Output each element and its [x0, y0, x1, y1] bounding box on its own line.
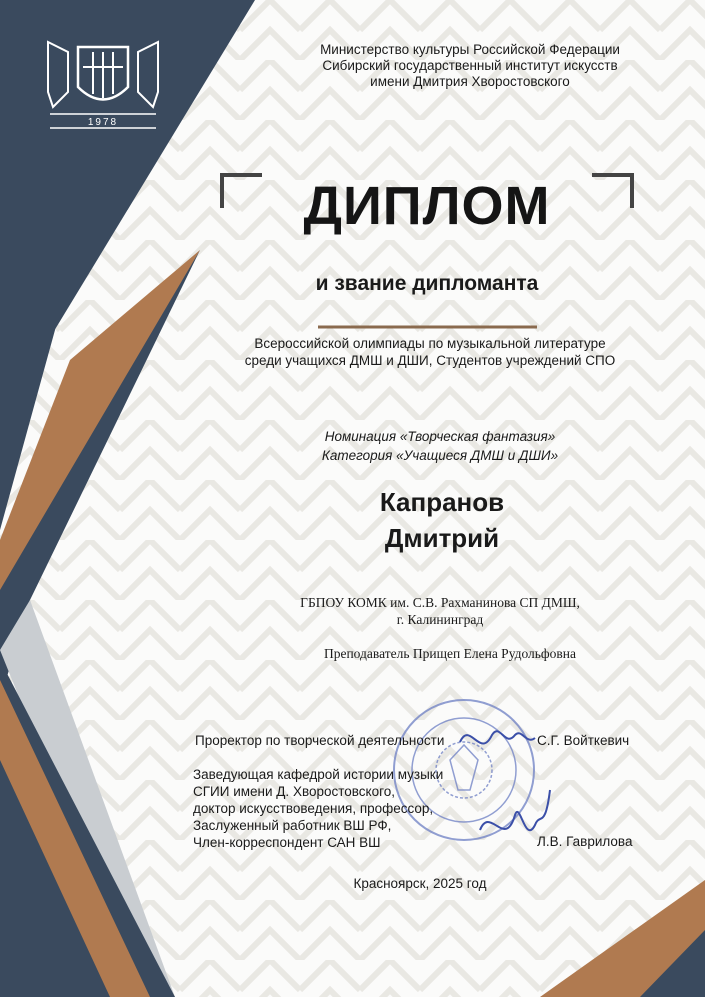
- head-line-1: Заведующая кафедрой истории музыки: [193, 767, 444, 782]
- header-line-1: Министерство культуры Российской Федерации: [320, 42, 620, 57]
- school-block: [245, 594, 635, 628]
- diploma-title: ДИПЛОМ: [303, 176, 551, 236]
- event-description: [225, 335, 635, 369]
- teacher: Преподаватель Прищеп Елена Рудольфовна: [323, 646, 577, 661]
- prorector-name: С.Г. Войткевич: [537, 733, 630, 748]
- department-head-name: Л.В. Гаврилова: [537, 834, 633, 849]
- nomination: Номинация «Творческая фантазия»: [324, 429, 556, 444]
- city-year: Красноярск, 2025 год: [353, 876, 487, 891]
- head-line-3: доктор искусствоведения, профессор,: [193, 801, 434, 816]
- nomination-block: [240, 427, 640, 465]
- department-head-block: [193, 766, 443, 851]
- event-line-1: Всероссийской олимпиады по музыкальной литературе: [254, 336, 606, 351]
- diploma-subtitle: и звание дипломанта: [315, 272, 539, 295]
- head-line-2: СГИИ имени Д. Хворостовского,: [193, 784, 395, 799]
- category: Категория «Учащиеся ДМШ и ДШИ»: [321, 448, 559, 463]
- header-line-2: Сибирский государственный институт искусств: [322, 58, 618, 73]
- school-line-2: г. Калининград: [396, 612, 484, 627]
- ministry-header: [300, 42, 640, 90]
- recipient-first-name: Дмитрий: [384, 523, 500, 553]
- header-line-3: имени Дмитрия Хворостовского: [370, 74, 570, 89]
- event-line-2: среди учащихся ДМШ и ДШИ, Студентов учреждений СПО: [244, 353, 616, 368]
- institute-emblem-icon: [38, 32, 168, 132]
- head-line-5: Член-корреспондент САН ВШ: [193, 835, 381, 850]
- prorector-title: Проректор по творческой деятельности: [195, 733, 445, 748]
- school-line-1: ГБПОУ КОМК им. С.В. Рахманинова СП ДМШ,: [300, 595, 580, 610]
- head-line-4: Заслуженный работник ВШ РФ,: [193, 818, 392, 833]
- recipient-surname: Капранов: [379, 487, 505, 517]
- logo-year: 1978: [87, 117, 119, 128]
- recipient-name: [242, 484, 642, 556]
